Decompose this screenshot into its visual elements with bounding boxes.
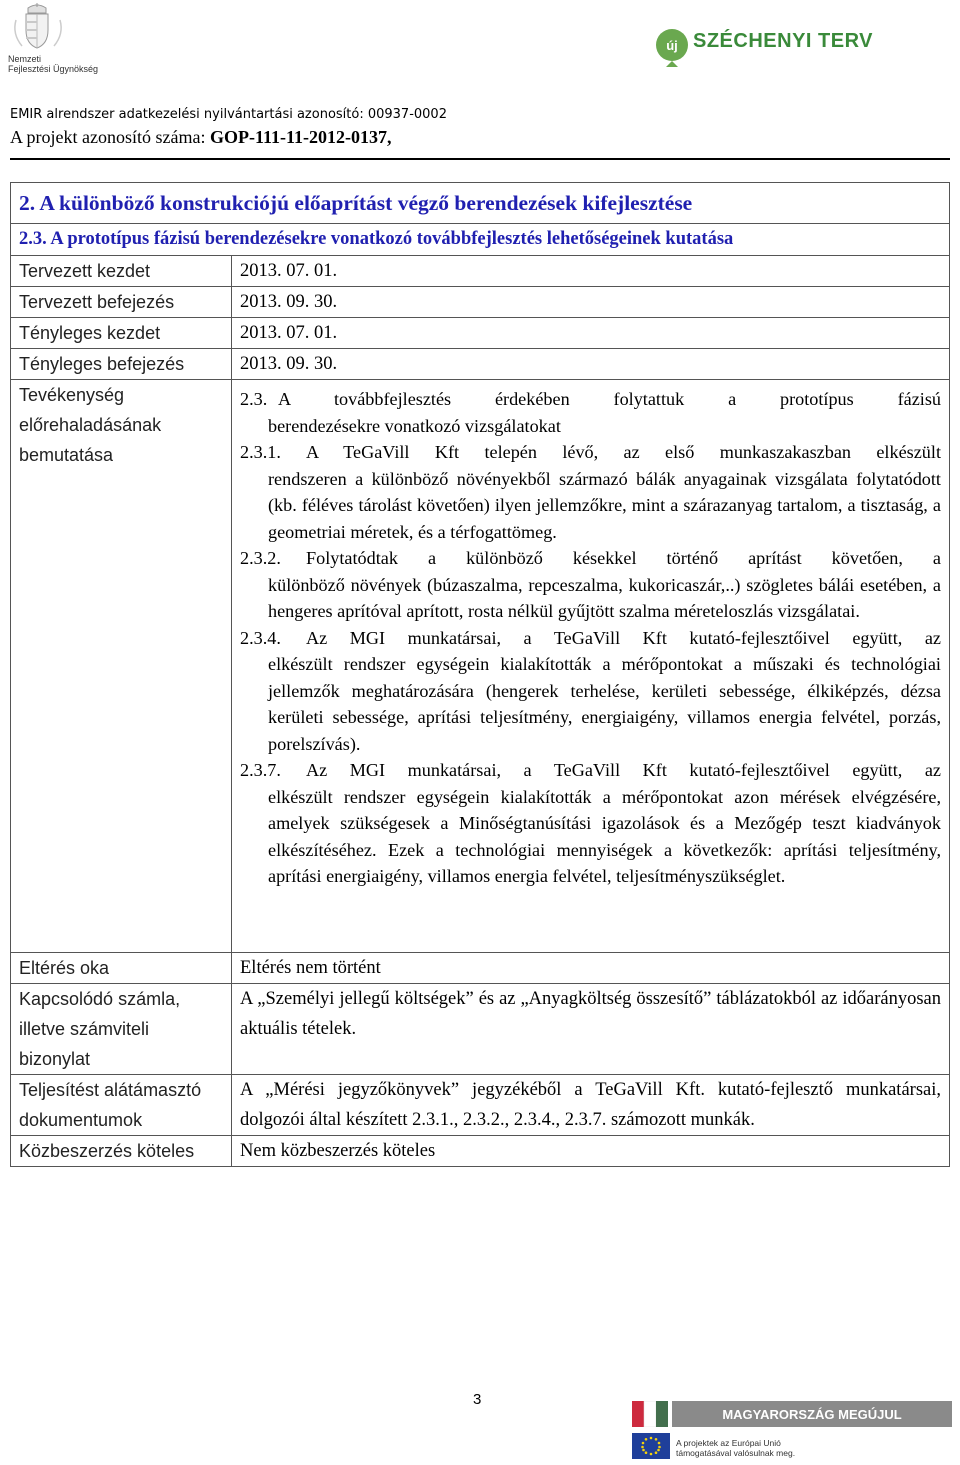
row-label: Tervezett kezdet: [11, 256, 232, 287]
procurement-label: Közbeszerzés köteles: [11, 1136, 232, 1167]
activity-item: [240, 625, 941, 758]
table-row: [11, 318, 950, 349]
activity-item: [240, 757, 941, 890]
eu-support-text: [676, 1438, 795, 1458]
item-first-line: Az MGI munkatársai, a TeGaVill Kft kutató-fejlesztőivel együtt, az: [306, 627, 941, 648]
nfu-line1: Nemzeti: [8, 54, 42, 64]
docs-label: Teljesítést alátámasztó dokumentumok: [11, 1075, 232, 1136]
procurement-row: [11, 1136, 950, 1167]
activity-item: [240, 386, 941, 439]
deviation-value: Eltérés nem történt: [232, 953, 950, 984]
activity-item: [240, 545, 941, 625]
eu-flag-icon: [632, 1433, 670, 1464]
item-first-line: A TeGaVill Kft telepén lévő, az első munkaszakaszban elkészült: [306, 442, 941, 462]
item-number: 2.3.: [240, 389, 268, 409]
szechenyi-title: SZÉCHENYI TERV: [693, 30, 873, 52]
table-row: [11, 287, 950, 318]
table-title-1: 2. A különböző konstrukciójú előaprítást végző berendezések kifejlesztése: [11, 183, 950, 224]
item-body: rendszeren a különböző növényekből származó bálák anyagainak vizsgálata folytatódott (kb. féléves tárolást követően) ilyen jellemzőkre, mint a szárazanyag tartalom, a tisztaság, a geometriai méretek, és a térfogattömeg.: [268, 468, 941, 542]
item-first-line: A továbbfejlesztés érdekében folytattuk a prototípus fázisú: [278, 389, 941, 409]
row-value: 2013. 09. 30.: [232, 287, 950, 318]
title-row-1: [11, 183, 950, 224]
activity-label: Tevékenység előrehaladásának bemutatása: [11, 380, 232, 953]
docs-value: A „Mérési jegyzőkönyvek” jegyzékéből a TeGaVill Kft. kutató-fejlesztő munkatársai, dolgozói által készített 2.3.1., 2.3.2., 2.3.4., 2.3.7. számozott munkák.: [232, 1075, 950, 1136]
nfu-logo-text: [8, 54, 98, 74]
row-label: Tényleges kezdet: [11, 318, 232, 349]
invoice-value: A „Személyi jellegű költségek” és az „Anyagköltség összesítő” táblázatokból az időarányosan aktuális tételek.: [232, 984, 950, 1075]
procurement-value: Nem közbeszerzés köteles: [232, 1136, 950, 1167]
activity-content: [232, 380, 950, 953]
table-row: [11, 256, 950, 287]
table-title-2: 2.3. A prototípus fázisú berendezésekre vonatkozó továbbfejlesztés lehetőségeinek kutatása: [11, 224, 950, 256]
deviation-row: [11, 953, 950, 984]
item-body: elkészült rendszer egységein kialakították a mérőpontokat azon mérések elvégzésére, amelyek szükségesek a Minőségtanúsítási igazolások és a Mezőgép teszt kiadványok elkészítéséhez. Ezek a technológiai mennyiségek a következők: aprítási teljesítmény, aprítási energiaigény, villamos energia felvétel, teljesítményszükséglet.: [268, 786, 941, 886]
eu-line1: A projektek az Európai Unió: [676, 1438, 781, 1448]
item-body: különböző növények (búzaszalma, repceszalma, kukoricaszár,..) szögletes bálái esetében, a hengeres aprítóval aprított, rosta nélkül gyűjtött szalma méreteloszlás vizsgálatai.: [268, 574, 941, 621]
page-number: 3: [473, 1391, 482, 1408]
row-value: 2013. 09. 30.: [232, 349, 950, 380]
magyarorszag-megujul-banner: [632, 1401, 952, 1427]
eu-line2: támogatásával valósulnak meg.: [676, 1448, 796, 1458]
activity-item: [240, 439, 941, 545]
docs-row: [11, 1075, 950, 1136]
szechenyi-badge-text: új: [666, 38, 678, 53]
item-number: 2.3.7.: [240, 760, 281, 780]
szechenyi-badge-icon: [655, 28, 689, 73]
item-body: elkészült rendszer egységein kialakították a mérőpontokat a műszaki és technológiai jellemzők meghatározására (hengerek terhelése, kerületi sebessége, élkiképzés, dézsa kerületi sebessége, aprítási teljesítmény, energiaigény, villamos energia felvétel, porzás, porelszívás).: [268, 654, 941, 754]
task-table: [10, 182, 950, 1167]
item-first-line: Az MGI munkatársai, a TeGaVill Kft kutató-fejlesztőivel együtt, az: [306, 760, 941, 780]
project-label: A projekt azonosító száma:: [10, 127, 210, 147]
invoice-label: Kapcsolódó számla, illetve számviteli bizonylat: [11, 984, 232, 1075]
item-number: 2.3.2.: [240, 548, 281, 568]
row-label: Tényleges befejezés: [11, 349, 232, 380]
item-first-line: Folytatódtak a különböző késekkel történő aprítást követően, a: [306, 548, 941, 568]
project-id-line: [10, 127, 391, 148]
row-value: 2013. 07. 01.: [232, 318, 950, 349]
table-row: [11, 349, 950, 380]
row-label: Tervezett befejezés: [11, 287, 232, 318]
invoice-row: [11, 984, 950, 1075]
activity-row: [11, 380, 950, 953]
row-value: 2013. 07. 01.: [232, 256, 950, 287]
item-body: berendezésekre vonatkozó vizsgálatokat: [268, 415, 561, 436]
item-number: 2.3.1.: [240, 442, 281, 462]
header-divider: [10, 158, 950, 160]
deviation-label: Eltérés oka: [11, 953, 232, 984]
title-row-2: [11, 224, 950, 256]
nfu-line2: Fejlesztési Ügynökség: [8, 64, 99, 74]
project-id: GOP-111-11-2012-0137,: [209, 127, 392, 147]
banner-text: MAGYARORSZÁG MEGÚJUL: [722, 1407, 902, 1422]
item-number: 2.3.4.: [240, 627, 281, 648]
emir-id: EMIR alrendszer adatkezelési nyilvántartási azonosító: 00937-0002: [10, 107, 447, 122]
